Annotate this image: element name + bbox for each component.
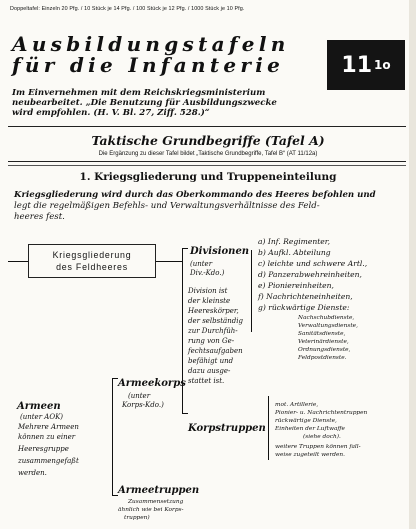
divisionen-title: Divisionen xyxy=(190,246,250,257)
division-desc-5: zur Durchfüh- xyxy=(188,327,238,335)
division-desc-2: der kleinste xyxy=(188,297,231,305)
authority-line-1: Im Einvernehmen mit dem Reichskriegsministerium xyxy=(12,88,266,98)
division-desc-9: dazu ausge- xyxy=(188,367,231,375)
armeetruppen-line-2: ähnlich wie bei Korps- xyxy=(118,507,184,513)
section-heading: 1. Kriegsgliederung und Truppeneinteilung xyxy=(79,171,337,183)
armeetruppen-title: Armeetruppen xyxy=(118,485,200,496)
division-item-g: g) rückwärtige Dienste: xyxy=(258,303,350,312)
armeekorps-sub-1: (unter xyxy=(128,392,151,400)
main-title-line-2: für die Infanterie xyxy=(12,53,285,77)
bracket-korpstruppen xyxy=(268,396,269,460)
armeen-line-1: (unter AOK) xyxy=(20,413,64,421)
korpstruppen-line-5: (siehe doch). xyxy=(303,434,341,440)
korpstruppen-line-4: Einheiten der Luftwaffe xyxy=(275,426,345,432)
division-desc-4: der selbständig xyxy=(188,317,243,325)
division-desc-6: rung von Ge- xyxy=(188,337,235,345)
divider xyxy=(8,161,406,162)
service-1: Nachschubdienste, xyxy=(298,315,355,321)
division-item-b: b) Aufkl. Abteilung xyxy=(258,248,331,257)
korpstruppen-line-3: rückwärtige Dienste, xyxy=(275,418,337,424)
sheet-subtitle: Taktische Grundbegriffe (Tafel A) xyxy=(91,133,325,148)
division-item-f: f) Nachrichteneinheiten, xyxy=(258,292,353,301)
service-5: Ordnungsdienste, xyxy=(298,347,351,353)
service-4: Veterinärdienste, xyxy=(298,339,349,345)
page-edge xyxy=(409,0,416,529)
paragraph-line-2: legt die regelmäßigen Befehls- und Verwaltungsverhältnisse des Feld- xyxy=(14,201,320,211)
plate-number-badge xyxy=(327,40,405,90)
main-title-line-1: Ausbildungstafeln xyxy=(12,32,290,56)
division-desc-8: befähigt und xyxy=(188,357,234,365)
armeen-line-6: werden. xyxy=(18,469,47,477)
division-desc-10: stattet ist. xyxy=(188,377,225,385)
korpstruppen-line-2: Pionier- u. Nachrichtentruppen xyxy=(275,410,368,416)
armeekorps-sub-2: Korps-Kdo.) xyxy=(122,401,164,409)
armeekorps-title: Armeekorps xyxy=(118,378,186,389)
paragraph-line-1: Kriegsgliederung wird durch das Oberkommando des Heeres befohlen und xyxy=(14,190,376,200)
service-2: Verwaltungsdienste, xyxy=(298,323,358,329)
authority-line-3: wird empfohlen. (H. V. Bl. 27, Ziff. 528.)“ xyxy=(12,108,210,118)
box-label-line-2: des Feldheeres xyxy=(56,262,128,272)
korpstruppen-title: Korpstruppen xyxy=(188,423,266,434)
division-desc-3: Heereskörper, xyxy=(188,307,239,315)
armeen-line-5: zusammengefaßt xyxy=(18,457,79,465)
divider xyxy=(8,165,406,166)
korpstruppen-line-1: mot. Artillerie, xyxy=(275,402,319,408)
plate-suffix: 1o xyxy=(374,58,391,72)
division-item-d: d) Panzerabwehreinheiten, xyxy=(258,270,362,279)
authority-line-2: neubearbeitet. „Die Benutzung für Ausbildungszwecke xyxy=(12,98,277,108)
division-item-a: a) Inf. Regimenter, xyxy=(258,237,331,246)
kriegsgliederung-box xyxy=(28,244,156,278)
armeetruppen-line-3: truppen) xyxy=(124,515,150,521)
service-3: Sanitätsdienste, xyxy=(298,331,346,337)
bracket-tick xyxy=(182,248,188,249)
box-label-line-1: Kriegsgliederung xyxy=(52,250,132,260)
armeen-line-4: Heeresgruppe xyxy=(18,445,69,453)
price-line: Doppeltafel: Einzeln 20 Pfg. / 10 Stück je 14 Pfg. / 100 Stück je 12 Pfg. / 1000 Stück je 10 Pfg. xyxy=(10,6,245,12)
armeen-line-3: können zu einer xyxy=(18,433,76,441)
division-item-c: c) leichte und schwere Artl., xyxy=(258,259,368,268)
armeen-line-2: Mehrere Armeen xyxy=(18,423,79,431)
division-desc-7: fechtsaufgaben xyxy=(188,347,243,355)
korpstruppen-line-6: weitere Truppen können fall- xyxy=(275,444,361,450)
bracket-divisionen xyxy=(182,248,183,414)
paragraph-line-3: heeres fest. xyxy=(14,212,65,222)
supplement-note: Die Ergänzung zu dieser Tafel bildet „Taktische Grundbegriffe, Tafel B“ (AT 11/12a) xyxy=(98,151,318,157)
division-item-e: e) Pioniereinheiten, xyxy=(258,281,334,290)
bracket-items xyxy=(251,250,252,332)
armeetruppen-line-1: Zusammensetzung xyxy=(128,499,184,505)
connector-line xyxy=(8,261,28,262)
service-6: Feldpostdienste. xyxy=(298,355,347,361)
plate-number: 11 xyxy=(341,52,373,78)
bracket-tick xyxy=(182,413,188,414)
divider xyxy=(8,126,406,127)
korpstruppen-line-7: weise zugeteilt werden. xyxy=(275,452,345,458)
connector-line xyxy=(156,261,182,262)
armeen-title: Armeen xyxy=(17,401,61,412)
divisionen-sub-2: Div.-Kdo.) xyxy=(190,269,225,277)
division-desc-1: Division ist xyxy=(188,287,228,295)
bracket-armeekorps xyxy=(112,378,113,496)
divisionen-sub-1: (unter xyxy=(190,260,213,268)
